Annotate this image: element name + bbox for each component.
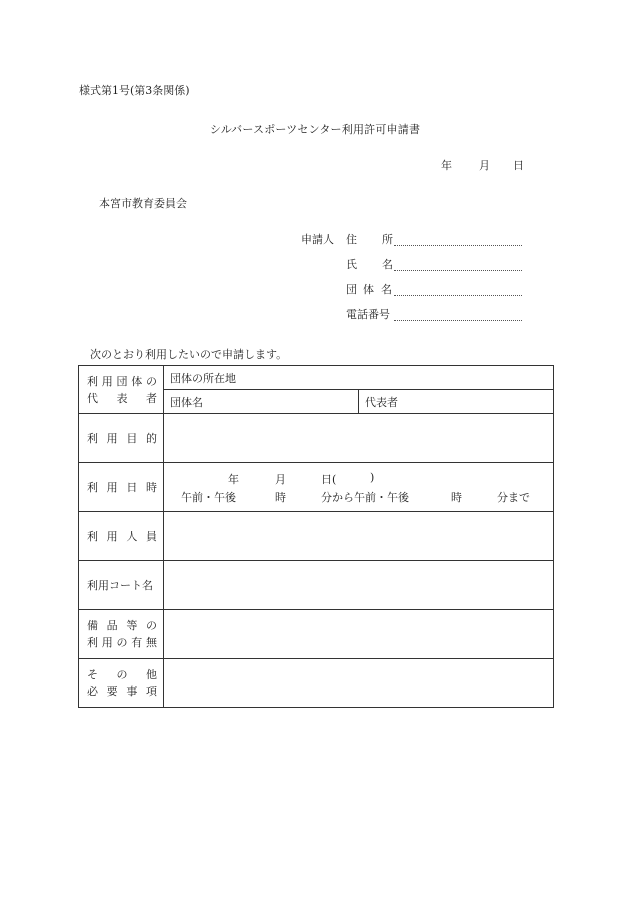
date-month-label: 月 xyxy=(479,159,490,172)
org-address-label: 団体の所在地 xyxy=(170,371,236,385)
date-day-label: 日 xyxy=(513,159,524,172)
form-title: シルバースポーツセンター利用許可申請書 xyxy=(209,123,421,136)
rep-name-cell[interactable] xyxy=(359,390,554,414)
org-name-field[interactable] xyxy=(394,281,522,296)
purpose-input[interactable] xyxy=(164,414,554,463)
datetime-input[interactable] xyxy=(164,463,554,512)
equipment-label-line1: 備 品 等 の xyxy=(87,619,157,632)
rep-label-line1: 利 用 団 体 の xyxy=(87,374,157,388)
form-number: 様式第1号(第3条関係) xyxy=(79,84,190,97)
addressee: 本宮市教育委員会 xyxy=(99,197,187,210)
other-label-line2: 必 要 事 項 xyxy=(87,685,157,698)
phone-label: 電話番号 xyxy=(346,308,390,321)
rep-name-cell-label: 代表者 xyxy=(365,395,398,409)
purpose-label: 利 用 目 的 xyxy=(79,414,164,463)
lead-text: 次のとおり利用したいので申請します。 xyxy=(90,348,288,361)
equipment-label xyxy=(79,610,164,659)
people-label: 利 用 人 員 xyxy=(79,512,164,561)
application-table xyxy=(78,365,554,708)
date-year-label: 年 xyxy=(441,159,452,172)
datetime-label: 利 用 日 時 xyxy=(79,463,164,512)
people-input[interactable] xyxy=(164,512,554,561)
address-field[interactable] xyxy=(394,231,522,246)
phone-field[interactable] xyxy=(394,306,522,321)
rep-label-line2: 代 表 者 xyxy=(87,391,157,405)
applicant-heading: 申請人 xyxy=(301,233,334,246)
other-input[interactable] xyxy=(164,659,554,708)
name-field[interactable] xyxy=(394,256,522,271)
other-label-line1: そ の 他 xyxy=(87,668,157,681)
datetime-time-line: 午前・午後 時 分から午前・午後 時 分まで xyxy=(181,491,530,504)
equipment-label-line2: 利 用 の 有 無 xyxy=(87,636,157,649)
rep-label xyxy=(79,366,164,414)
other-label xyxy=(79,659,164,708)
org-name-cell[interactable] xyxy=(164,390,359,414)
court-label: 利用コート名 xyxy=(79,561,164,610)
org-address-cell[interactable] xyxy=(164,366,554,390)
court-input[interactable] xyxy=(164,561,554,610)
datetime-date-line: 年 月 日( ) xyxy=(228,471,375,486)
org-name-cell-label: 団体名 xyxy=(170,395,203,409)
equipment-input[interactable] xyxy=(164,610,554,659)
